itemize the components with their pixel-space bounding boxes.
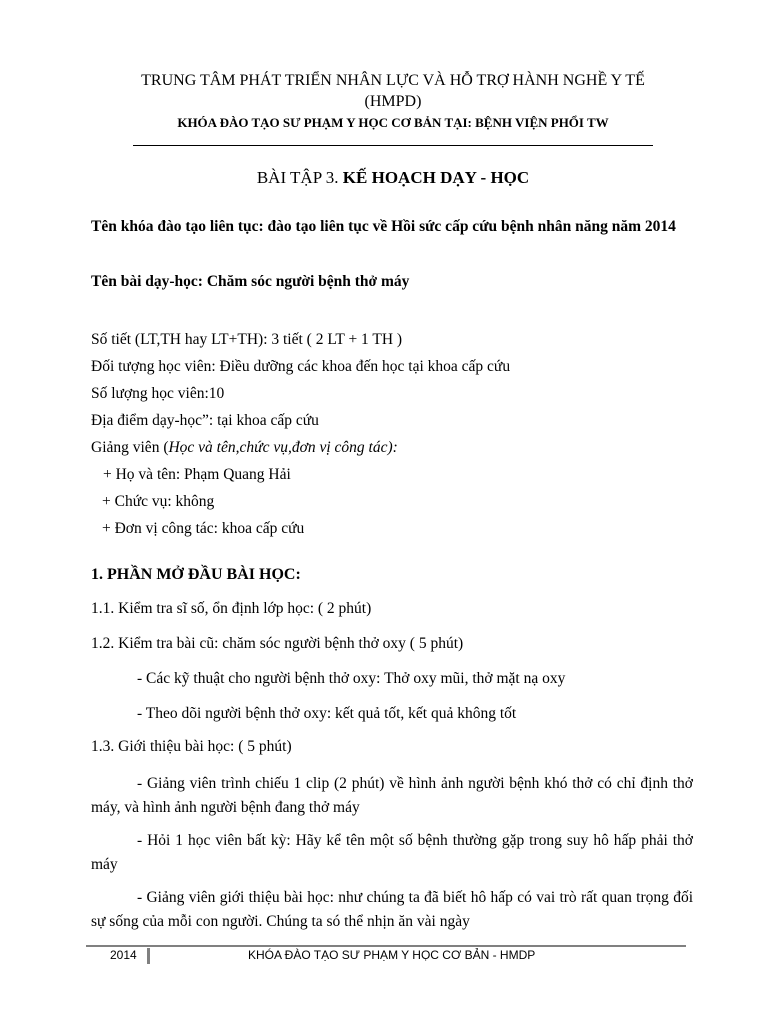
paragraph-question-text: - Hỏi 1 học viên bất kỳ: Hãy kể tên một số bệnh thường gặp trong suy hô hấp phải thở máy	[91, 832, 693, 873]
paragraph-clip-text: - Giảng viên trình chiếu 1 clip (2 phút) về hình ảnh người bệnh khó thở có chỉ định thở máy, và hình ảnh người bệnh đang thở máy	[91, 775, 693, 816]
course-header: KHÓA ĐÀO TẠO SƯ PHẠM Y HỌC CƠ BẢN TẠI: BỆNH VIỆN PHỔI TW	[177, 115, 609, 130]
item-1-3: 1.3. Giới thiệu bài học: ( 5 phút)	[91, 738, 292, 755]
title-prefix: BÀI TẬP 3.	[256, 168, 343, 187]
footer-year: 2014	[110, 948, 137, 962]
info-don-vi: + Đơn vị công tác: khoa cấp cứu	[102, 520, 305, 537]
title-main: KẾ HOẠCH DẠY - HỌC	[342, 168, 530, 187]
header-divider	[133, 145, 653, 146]
org-name: TRUNG TÂM PHÁT TRIỂN NHÂN LỰC VÀ HỖ TRỢ HÀNH NGHỀ Y TẾ	[141, 72, 645, 89]
item-1-2: 1.2. Kiểm tra bài cũ: chăm sóc người bệnh thở oxy ( 5 phút)	[91, 635, 464, 652]
paragraph-intro	[91, 886, 693, 934]
item-1-2-a: - Các kỹ thuật cho người bệnh thở oxy: Thở oxy mũi, thở mặt nạ oxy	[137, 670, 566, 687]
paragraph-intro-text: - Giảng viên giới thiệu bài học: như chúng ta đã biết hô hấp có vai trò rất quan trọng đối sự sống của mỗi con người. Chúng ta só thể nhịn ăn vài ngày	[91, 889, 693, 930]
footer-divider	[86, 945, 686, 947]
info-giang-vien	[91, 439, 691, 457]
org-abbrev: (HMPD)	[364, 93, 422, 110]
giang-vien-label: Giảng viên (	[91, 439, 169, 456]
info-ho-ten: + Họ và tên: Phạm Quang Hải	[103, 466, 291, 483]
org-header	[90, 70, 696, 112]
info-dia-diem: Địa điểm dạy-học”: tại khoa cấp cứu	[91, 412, 319, 429]
paragraph-question	[91, 829, 693, 877]
footer-separator	[147, 948, 150, 964]
paragraph-clip	[91, 772, 693, 820]
page-title	[90, 168, 696, 188]
info-doi-tuong: Đối tượng học viên: Điều dưỡng các khoa đến học tại khoa cấp cứu	[91, 358, 511, 375]
item-1-1: 1.1. Kiểm tra sĩ số, ổn định lớp học: ( 2 phút)	[91, 600, 372, 617]
footer-text: KHÓA ĐÀO TẠO SƯ PHẠM Y HỌC CƠ BẢN - HMDP	[248, 948, 536, 962]
lesson-name: Tên bài dạy-học: Chăm sóc người bệnh thở máy	[91, 273, 410, 290]
section-heading: 1. PHẦN MỞ ĐẦU BÀI HỌC:	[91, 566, 301, 583]
info-chuc-vu: + Chức vụ: không	[102, 493, 215, 510]
item-1-2-b: - Theo dõi người bệnh thở oxy: kết quả tốt, kết quả không tốt	[137, 705, 517, 722]
info-so-luong: Số lượng học viên:10	[91, 385, 225, 402]
course-name: Tên khóa đào tạo liên tục: đào tạo liên tục về Hồi sức cấp cứu bệnh nhân năng năm 2014	[91, 218, 676, 235]
info-so-tiet: Số tiết (LT,TH hay LT+TH): 3 tiết ( 2 LT + 1 TH )	[91, 331, 403, 348]
giang-vien-note: Học và tên,chức vụ,đơn vị công tác):	[168, 439, 398, 456]
